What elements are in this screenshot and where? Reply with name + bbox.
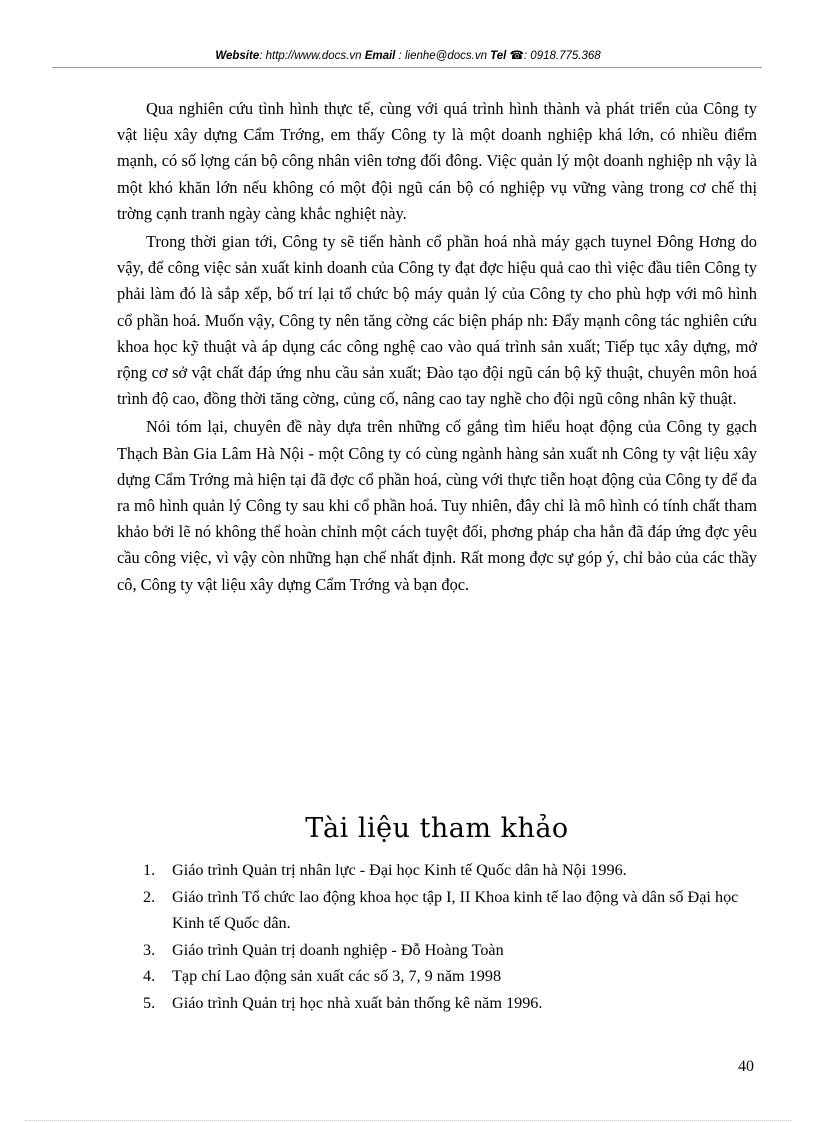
reference-number: 5. [143, 993, 156, 1012]
paragraph: Qua nghiên cứu tình hình thực tế, cùng với quá trình hình thành và phát triển của Công ty vật liệu xây dựng Cẩm Trớng, em thấy Công ty là một doanh nghiệp khá lớn, có nhiều điểm mạnh, có số lợng cán bộ công nhân viên tơng đối đông. Việc quản lý một doanh nghiệp nh vậy là một khó khăn lớn nếu không có một đội ngũ cán bộ có nghiệp vụ vững vàng trong cơ chế thị trờng cạnh tranh ngày càng khắc nghiệt này. [117, 99, 757, 223]
reference-item [143, 963, 758, 990]
tel-value: : 0918.775.368 [523, 50, 601, 62]
reference-number: 3. [143, 940, 156, 959]
reference-number: 2. [143, 887, 156, 906]
reference-text: Giáo trình Quản trị học nhà xuất bản thống kê năm 1996. [172, 993, 543, 1012]
email-value: : lienhe@docs.vn [398, 50, 487, 62]
page-number: 40 [738, 1058, 754, 1075]
website-value: : http://www.docs.vn [259, 50, 362, 62]
footer-divider [25, 1120, 791, 1121]
header-divider [52, 67, 762, 68]
website-label: Website [215, 50, 260, 62]
reference-number: 4. [143, 967, 156, 985]
reference-text: Giáo trình Quản trị doanh nghiệp - Đỗ Hoàng Toàn [172, 940, 504, 959]
reference-text: Giáo trình Tổ chức lao động khoa học tập I, II Khoa kinh tế lao động và dân số Đại học Kinh tế Quốc dân. [172, 887, 739, 932]
email-label: Email [364, 50, 396, 62]
page-header [0, 48, 816, 62]
telephone-icon: ☎ [509, 50, 524, 62]
reference-text: Tạp chí Lao động sản xuất các số 3, 7, 9 năm 1998 [172, 967, 502, 985]
reference-item [143, 857, 758, 884]
references-title: Tài liệu tham khảo [305, 813, 569, 844]
tel-label: Tel [490, 50, 507, 62]
references-list [143, 857, 758, 1016]
body-text [117, 96, 757, 600]
paragraph: Trong thời gian tới, Công ty sẽ tiến hành cổ phần hoá nhà máy gạch tuynel Đông Hơng do vậy, để công việc sản xuất kinh doanh của Công ty đạt đợc hiệu quả cao thì việc đầu tiên Công ty phải làm đó là sắp xếp, bố trí lại tổ chức bộ máy quản lý của Công ty cho phù hợp với mô hình cổ phần hoá. Muốn vậy, Công ty nên tăng cờng các biện pháp nh: Đẩy mạnh công tác nghiên cứu khoa học kỹ thuật và áp dụng các công nghệ cao vào quá trình sản xuất; Tiếp tục xây dựng, mở rộng cơ sở vật chất đáp ứng nhu cầu sản xuất; Đào tạo đội ngũ cán bộ kỹ thuật, chuyên môn hoá trình độ cao, đồng thời tăng cờng, củng cố, nâng cao tay nghề cho đội ngũ công nhân kỹ thuật. [117, 232, 757, 409]
reference-text: Giáo trình Quản trị nhân lực - Đại học Kinh tế Quốc dân hà Nội 1996. [172, 861, 627, 879]
reference-number: 1. [143, 861, 156, 879]
reference-item [143, 990, 758, 1017]
paragraph: Nói tóm lại, chuyên đề này dựa trên những cố gắng tìm hiểu hoạt động của Công ty gạch Thạch Bàn Gia Lâm Hà Nội - một Công ty có cùng ngành hàng sản xuất nh Công ty vật liệu xây dựng Cẩm Trớng mà hiện tại đã đợc cổ phần hoá, cùng với thực tiễn hoạt động của Công ty để đa ra mô hình quản lý Công ty sau khi cổ phần hoá. Tuy nhiên, đây chỉ là mô hình có tính chất tham khảo bởi lẽ nó không thể hoàn chỉnh một cách tuyệt đối, phơng pháp cha hẳn đã đáp ứng đợc yêu cầu công việc, vì vậy còn những hạn chế nhất định. Rất mong đợc sự góp ý, chỉ bảo của các thầy cô, Công ty vật liệu xây dựng Cẩm Trớng và bạn đọc. [117, 417, 757, 594]
reference-item [143, 937, 758, 964]
reference-item [143, 884, 758, 937]
